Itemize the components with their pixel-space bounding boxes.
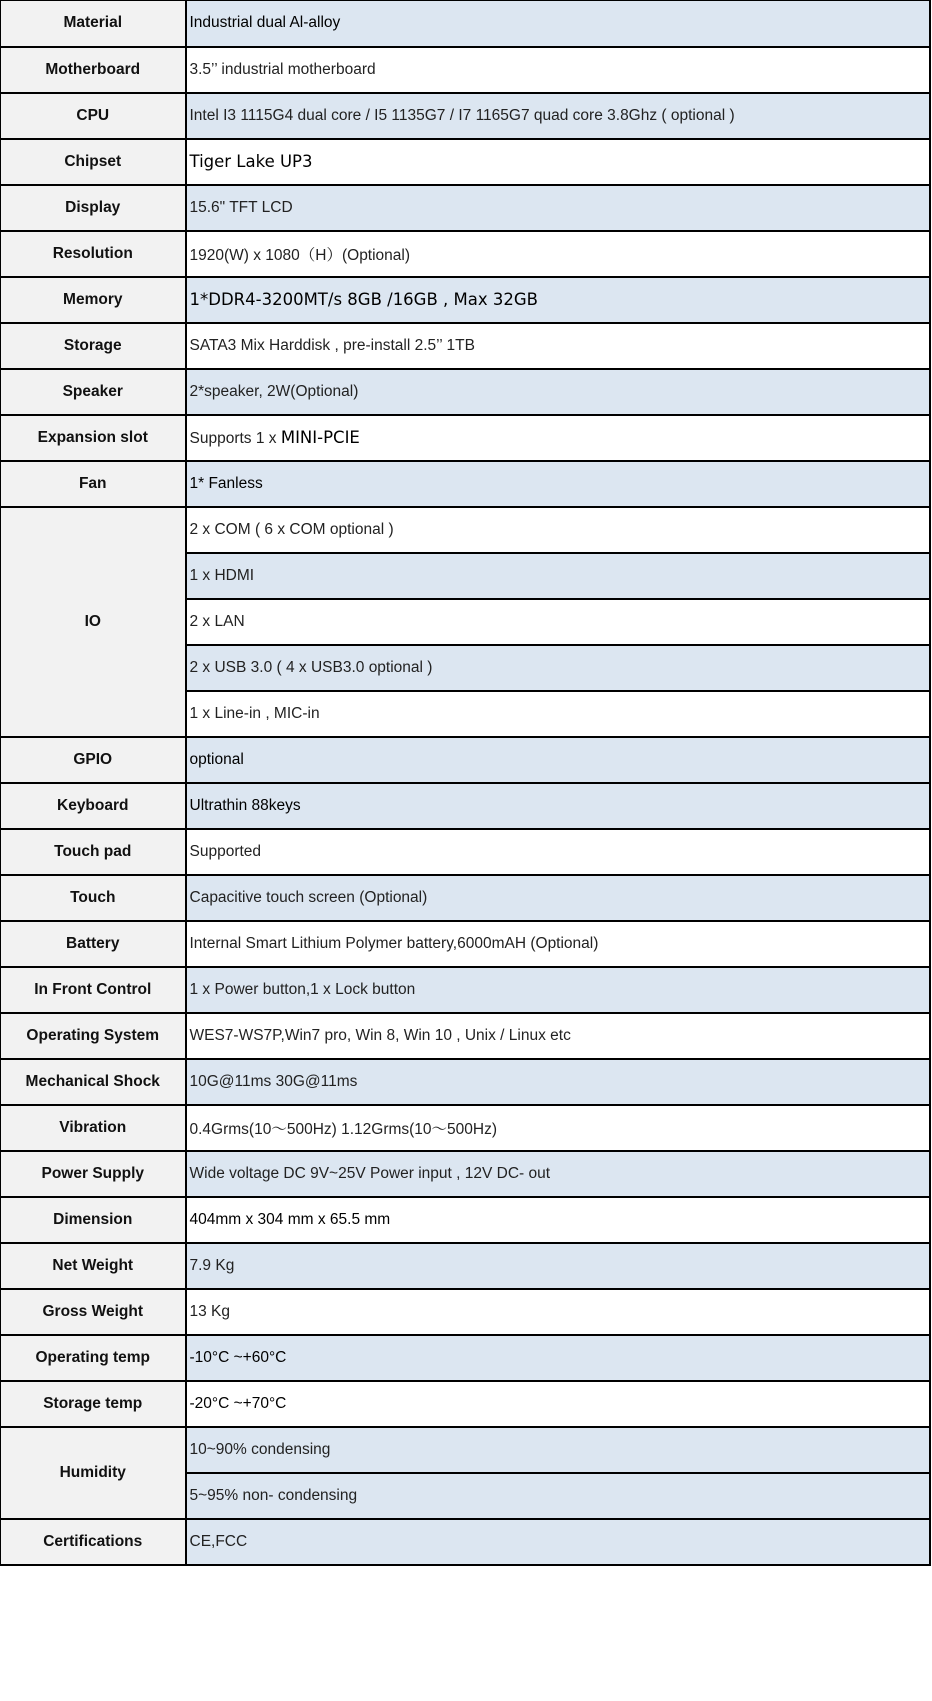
- spec-value: -20°C ~+70°C: [186, 1381, 931, 1427]
- spec-label: Operating temp: [1, 1335, 186, 1381]
- spec-value: WES7-WS7P,Win7 pro, Win 8, Win 10 , Unix / Linux etc: [186, 1013, 931, 1059]
- spec-label: Battery: [1, 921, 186, 967]
- spec-value: 2*speaker, 2W(Optional): [186, 369, 931, 415]
- spec-value: 10G@11ms 30G@11ms: [186, 1059, 931, 1105]
- spec-value-suffix: MINI-PCIE: [280, 427, 360, 447]
- spec-row-io: [1, 507, 931, 553]
- spec-label: Vibration: [1, 1105, 186, 1151]
- spec-label: Certifications: [1, 1519, 186, 1565]
- spec-value: 5~95% non- condensing: [186, 1473, 931, 1519]
- spec-row-touch: [1, 875, 931, 921]
- spec-row-gpio: [1, 737, 931, 783]
- spec-label: Memory: [1, 277, 186, 323]
- spec-value: CE,FCC: [186, 1519, 931, 1565]
- spec-label: In Front Control: [1, 967, 186, 1013]
- spec-label: Expansion slot: [1, 415, 186, 461]
- spec-value: 0.4Grms(10～500Hz) 1.12Grms(10～500Hz): [186, 1105, 931, 1151]
- spec-row-keyboard: [1, 783, 931, 829]
- spec-label: Dimension: [1, 1197, 186, 1243]
- spec-row-resolution: [1, 231, 931, 277]
- spec-value: 13 Kg: [186, 1289, 931, 1335]
- spec-label: Power Supply: [1, 1151, 186, 1197]
- spec-label: Material: [1, 1, 186, 47]
- spec-row-chipset: [1, 139, 931, 185]
- spec-row-speaker: [1, 369, 931, 415]
- spec-label: IO: [1, 507, 186, 737]
- spec-row-storage-temp: [1, 1381, 931, 1427]
- spec-label: Humidity: [1, 1427, 186, 1519]
- spec-row-dimension: [1, 1197, 931, 1243]
- spec-value: 1*DDR4-3200MT/s 8GB /16GB , Max 32GB: [186, 277, 931, 323]
- spec-row-memory: [1, 277, 931, 323]
- spec-row-expansion: [1, 415, 931, 461]
- spec-row-vibration: [1, 1105, 931, 1151]
- spec-row-gross-weight: [1, 1289, 931, 1335]
- spec-label: Mechanical Shock: [1, 1059, 186, 1105]
- spec-value: Industrial dual Al-alloy: [186, 1, 931, 47]
- spec-value: Tiger Lake UP3: [186, 139, 931, 185]
- spec-row-storage: [1, 323, 931, 369]
- spec-row-certifications: [1, 1519, 931, 1565]
- spec-row-cpu: [1, 93, 931, 139]
- spec-value: 1* Fanless: [186, 461, 931, 507]
- spec-value: 404mm x 304 mm x 65.5 mm: [186, 1197, 931, 1243]
- spec-row-os: [1, 1013, 931, 1059]
- spec-row-battery: [1, 921, 931, 967]
- spec-value: 2 x LAN: [186, 599, 931, 645]
- spec-value-prefix: Supports 1 x: [189, 429, 281, 447]
- spec-label: Storage temp: [1, 1381, 186, 1427]
- spec-label: Keyboard: [1, 783, 186, 829]
- spec-label: Storage: [1, 323, 186, 369]
- spec-value: SATA3 Mix Harddisk , pre-install 2.5’’ 1TB: [186, 323, 931, 369]
- spec-row-fan: [1, 461, 931, 507]
- spec-label: Operating System: [1, 1013, 186, 1059]
- spec-row-touchpad: [1, 829, 931, 875]
- spec-row-op-temp: [1, 1335, 931, 1381]
- spec-value: 1920(W) x 1080（H）(Optional): [186, 231, 931, 277]
- spec-row-material: [1, 1, 931, 47]
- spec-label: Touch: [1, 875, 186, 921]
- spec-row-display: [1, 185, 931, 231]
- spec-label: Display: [1, 185, 186, 231]
- spec-value: Capacitive touch screen (Optional): [186, 875, 931, 921]
- spec-label: Motherboard: [1, 47, 186, 93]
- spec-label: CPU: [1, 93, 186, 139]
- spec-value: Intel I3 1115G4 dual core / I5 1135G7 / I7 1165G7 quad core 3.8Ghz ( optional ): [186, 93, 931, 139]
- spec-value: 1 x HDMI: [186, 553, 931, 599]
- spec-label: Gross Weight: [1, 1289, 186, 1335]
- spec-label: GPIO: [1, 737, 186, 783]
- spec-value: 1 x Line-in , MIC-in: [186, 691, 931, 737]
- spec-label: Touch pad: [1, 829, 186, 875]
- spec-label: Resolution: [1, 231, 186, 277]
- spec-label: Fan: [1, 461, 186, 507]
- spec-value: Wide voltage DC 9V~25V Power input , 12V DC- out: [186, 1151, 931, 1197]
- spec-value: 10~90% condensing: [186, 1427, 931, 1473]
- spec-value: optional: [186, 737, 931, 783]
- spec-row-power: [1, 1151, 931, 1197]
- spec-value: [186, 415, 931, 461]
- spec-value: 3.5’’ industrial motherboard: [186, 47, 931, 93]
- spec-value: 2 x COM ( 6 x COM optional ): [186, 507, 931, 553]
- spec-row-shock: [1, 1059, 931, 1105]
- spec-label: Net Weight: [1, 1243, 186, 1289]
- spec-value: Internal Smart Lithium Polymer battery,6000mAH (Optional): [186, 921, 931, 967]
- spec-row-net-weight: [1, 1243, 931, 1289]
- spec-value: 15.6" TFT LCD: [186, 185, 931, 231]
- spec-value: -10°C ~+60°C: [186, 1335, 931, 1381]
- spec-row-front-control: [1, 967, 931, 1013]
- spec-value: 1 x Power button,1 x Lock button: [186, 967, 931, 1013]
- spec-value: 7.9 Kg: [186, 1243, 931, 1289]
- spec-label: Chipset: [1, 139, 186, 185]
- spec-value: 2 x USB 3.0 ( 4 x USB3.0 optional ): [186, 645, 931, 691]
- spec-label: Speaker: [1, 369, 186, 415]
- spec-row-humidity: [1, 1427, 931, 1473]
- spec-value: Supported: [186, 829, 931, 875]
- spec-value: Ultrathin 88keys: [186, 783, 931, 829]
- spec-row-motherboard: [1, 47, 931, 93]
